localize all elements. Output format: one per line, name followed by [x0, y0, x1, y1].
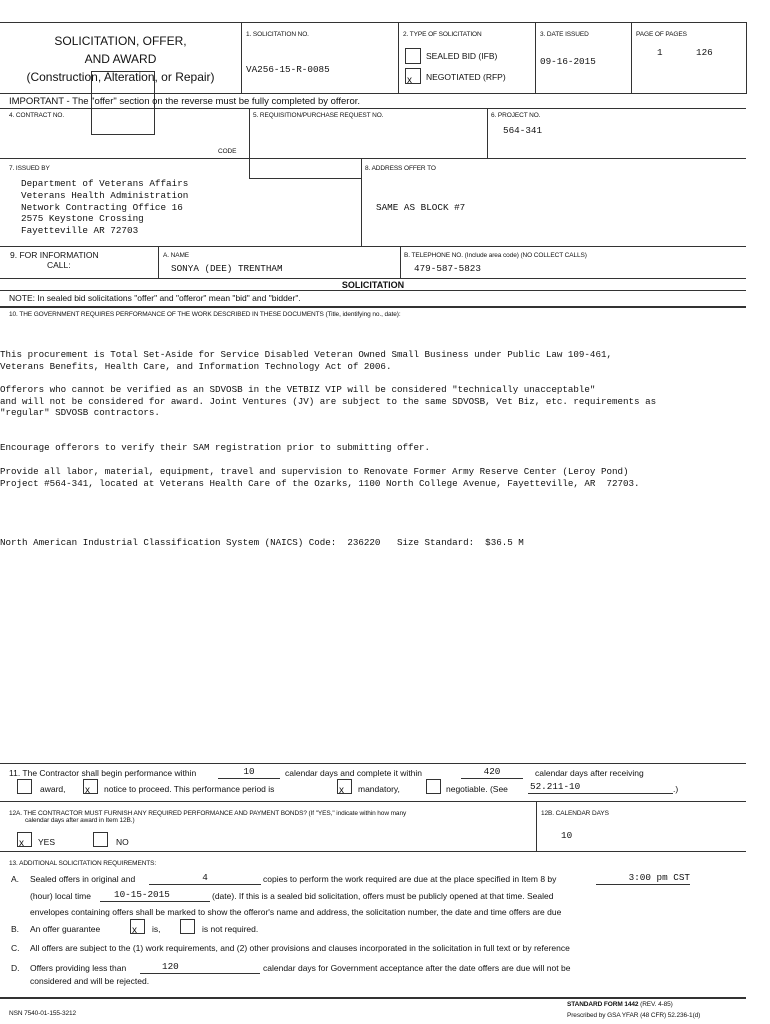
issued-by-line5: Fayetteville AR 72703 — [21, 225, 139, 237]
type-of-solicitation-label: 2. TYPE OF SOLICITATION — [403, 31, 482, 38]
project-no-label: 6. PROJECT NO. — [491, 112, 541, 119]
form-number-bold: STANDARD FORM 1442 — [567, 1001, 639, 1008]
for-information-line1: 9. FOR INFORMATION — [10, 250, 99, 260]
guarantee-not-label: is not required. — [202, 924, 259, 934]
item-c-text: All offers are subject to the (1) work requirements, and (2) other provisions and clauses incorporated in the solicitation in full text or by reference — [30, 943, 570, 953]
negotiable-label: negotiable. (See — [446, 784, 508, 794]
award-label: award, — [40, 784, 66, 794]
item-d-text1: Offers providing less than — [30, 963, 127, 973]
negotiated-label: NEGOTIATED (RFP) — [426, 72, 506, 82]
page-number: 1 — [657, 47, 663, 58]
acceptance-days-value: 120 — [162, 961, 179, 972]
item-d-text2: calendar days for Government acceptance after the date offers are due will not be — [263, 963, 571, 973]
issued-by-line2: Veterans Health Administration — [21, 189, 189, 201]
block12b-label: 12B. CALENDAR DAYS — [541, 810, 609, 817]
page-of-pages-label: PAGE OF PAGES — [636, 31, 687, 38]
requisition-label: 5. REQUISITION/PURCHASE REQUEST NO. — [253, 112, 384, 119]
form-title-line1: SOLICITATION, OFFER, — [54, 34, 187, 48]
issued-by-line4: 2575 Keystone Crossing — [21, 213, 144, 225]
naics-paragraph: North American Industrial Classification System (NAICS) Code: 236220 Size Standard: $36.5 M — [0, 537, 524, 548]
solicitation-heading: SOLICITATION — [341, 280, 405, 290]
due-date-field[interactable] — [100, 889, 210, 902]
set-aside-paragraph: This procurement is Total Set-Aside for Service Disabled Veteran Owned Small Business under Public Law 109-461, Veterans Benefits, Health Care, and Information Technology Act of 2006. — [0, 349, 612, 372]
sealed-bid-label: SEALED BID (IFB) — [426, 51, 498, 61]
form-number — [567, 1001, 673, 1008]
item-a-text2: copies to perform the work required are due at the place specified in Item 8 by — [263, 874, 557, 884]
issued-by-line3: Network Contracting Office 16 — [21, 201, 183, 213]
total-pages: 126 — [696, 47, 713, 58]
award-checkbox[interactable] — [17, 779, 32, 794]
see-close: .) — [673, 784, 679, 794]
see-clause-value: 52.211-10 — [530, 781, 581, 792]
important-notice: IMPORTANT - The "offer" section on the reverse must be fully completed by offeror. — [9, 96, 361, 107]
code-label: CODE — [218, 148, 237, 155]
telephone-label: B. TELEPHONE NO. (Include area code) (NO COLLECT CALLS) — [404, 252, 587, 259]
issued-by-label: 7. ISSUED BY — [9, 165, 50, 172]
block10-label: 10. THE GOVERNMENT REQUIRES PERFORMANCE OF THE WORK DESCRIBED IN THESE DOCUMENTS (Title, identifying no., date): — [9, 311, 401, 318]
project-no-value: 564-341 — [503, 125, 543, 136]
guarantee-is-label: is, — [152, 924, 161, 934]
bonds-no-label: NO — [116, 837, 129, 847]
mandatory-label: mandatory, — [358, 784, 400, 794]
nsn-number: NSN 7540-01-155-3212 — [9, 1010, 77, 1017]
issued-by-line1: Department of Veterans Affairs — [21, 178, 189, 189]
due-time-value: 3:00 pm CST — [628, 872, 690, 883]
guarantee-is-checkbox[interactable] — [130, 919, 145, 934]
contract-no-label: 4. CONTRACT NO. — [9, 112, 65, 119]
item-a-text3: (hour) local time — [30, 891, 91, 901]
for-information-line2: CALL: — [47, 260, 71, 270]
block12a-label — [9, 810, 406, 824]
solicitation-no-label: 1. SOLICITATION NO. — [246, 31, 309, 38]
date-issued-label: 3. DATE ISSUED — [540, 31, 589, 38]
item-d-text3: considered and will be rejected. — [30, 976, 150, 986]
acceptance-days-field[interactable] — [140, 961, 260, 974]
form-title-line2: AND AWARD — [84, 52, 157, 66]
item-b-text: An offer guarantee — [30, 924, 101, 934]
bonds-yes-label: YES — [38, 837, 56, 847]
issued-by-address — [21, 178, 188, 237]
complete-days-field[interactable] — [461, 766, 523, 779]
negotiable-checkbox[interactable] — [426, 779, 441, 794]
block11-text1: 11. The Contractor shall begin performance within — [9, 768, 197, 778]
form-title-line3: (Construction, Alteration, or Repair) — [26, 70, 215, 84]
sealed-bid-note: NOTE: In sealed bid solicitations "offer" and "offeror" mean "bid" and "bidder". — [9, 293, 301, 303]
begin-days-value: 10 — [243, 766, 255, 777]
guarantee-not-checkbox[interactable] — [180, 919, 195, 934]
due-time-field[interactable] — [596, 872, 690, 885]
block11-text3: calendar days after receiving — [535, 768, 644, 778]
item-b-letter: B. — [11, 924, 20, 934]
prescribed-by: Prescribed by GSA YFAR (48 CFR) 52.236-1(d) — [567, 1012, 701, 1019]
block12a-label-line2: calendar days after award in Item 12B.) — [25, 817, 135, 824]
name-label: A. NAME — [163, 252, 190, 259]
block11-text2: calendar days and complete it within — [285, 768, 423, 778]
contact-name: SONYA (DEE) TRENTHAM — [171, 263, 283, 274]
negotiated-checkbox[interactable] — [405, 68, 421, 84]
mandatory-checkbox[interactable] — [337, 779, 352, 794]
notice-label: notice to proceed. This performance period is — [104, 784, 275, 794]
see-clause-field[interactable] — [528, 781, 673, 794]
sealed-bid-checkbox[interactable] — [405, 48, 421, 64]
notice-to-proceed-checkbox[interactable] — [83, 779, 98, 794]
form-revision: (REV. 4-85) — [640, 1001, 673, 1008]
block12a-label-line1: 12A. THE CONTRACTOR MUST FURNISH ANY REQUIRED PERFORMANCE AND PAYMENT BONDS? (If "YES," indicate within how many — [9, 810, 407, 817]
contact-phone: 479-587-5823 — [414, 263, 481, 274]
begin-days-field[interactable] — [218, 766, 280, 779]
copies-field[interactable] — [149, 872, 261, 885]
bonds-yes-checkbox[interactable] — [17, 832, 32, 847]
bonds-no-checkbox[interactable] — [93, 832, 108, 847]
block13-label: 13. ADDITIONAL SOLICITATION REQUIREMENTS: — [9, 860, 157, 867]
item-a-text5: envelopes containing offers shall be marked to show the offeror's name and address, the solicitation number, the date and time offers are due — [30, 907, 562, 917]
copies-value: 4 — [202, 872, 208, 883]
scope-paragraph: Provide all labor, material, equipment, travel and supervision to Renovate Former Army Reserve Center (Leroy Pond) Project #564-341, located at Veterans Health Care of the Ozarks, 1100 North College Avenue, Fayetteville, AR 72703. — [0, 466, 640, 489]
solicitation-no-value: VA256-15-R-0085 — [246, 64, 330, 75]
item-a-text1: Sealed offers in original and — [30, 874, 136, 884]
item-a-text4: (date). If this is a sealed bid solicitation, offers must be publicly opened at that time. Sealed — [212, 891, 554, 901]
sam-registration-paragraph: Encourage offerors to verify their SAM registration prior to submitting offer. — [0, 442, 431, 453]
item-c-letter: C. — [11, 943, 20, 953]
sdvosb-verification-paragraph: Offerors who cannot be verified as an SDVOSB in the VETBIZ VIP will be considered "technically unacceptable" and will not be considered for award. Joint Ventures (JV) are subject to the same SDVOSB, Vet Biz, etc. requirements as "regular" SDVOSB contractors. — [0, 384, 657, 418]
for-information-label — [10, 250, 99, 270]
item-d-letter: D. — [11, 963, 20, 973]
date-issued-value: 09-16-2015 — [540, 56, 596, 67]
address-offer-label: 8. ADDRESS OFFER TO — [365, 165, 436, 172]
item-a-letter: A. — [11, 874, 20, 884]
block12b-value: 10 — [561, 830, 573, 841]
address-offer-value: SAME AS BLOCK #7 — [376, 202, 466, 213]
due-date-value: 10-15-2015 — [114, 889, 170, 900]
complete-days-value: 420 — [483, 766, 501, 777]
